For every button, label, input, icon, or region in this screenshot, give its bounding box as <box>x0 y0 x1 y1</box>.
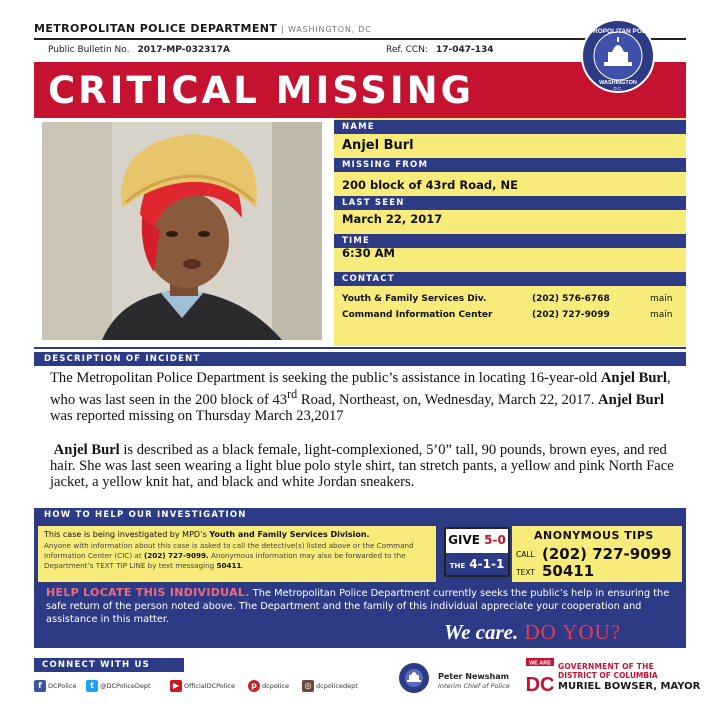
police-badge-icon <box>396 662 432 694</box>
social-instagram[interactable]: ◎ dcpolicedept <box>302 679 358 693</box>
social-facebook[interactable]: f DCPolice <box>34 679 76 693</box>
svg-text:D.C.: D.C. <box>613 86 623 91</box>
time-label: TIME <box>334 234 686 248</box>
svg-text:WASHINGTON: WASHINGTON <box>599 80 637 86</box>
bulletin-number: Public Bulletin No. 2017-MP-032317A <box>48 45 230 55</box>
we-care-slogan: We care. DO YOU? <box>444 620 622 644</box>
chief-title: Interim Chief of Police <box>438 682 510 690</box>
chief-signature <box>396 660 516 696</box>
police-seal-icon <box>566 18 670 94</box>
last-seen-label: LAST SEEN <box>334 196 686 210</box>
give-5-0-logo: GIVE 5-0 THE 4-1-1 <box>444 527 510 577</box>
contact-phone[interactable]: (202) 727-9099 <box>532 310 610 320</box>
chief-name: Peter Newsham <box>438 672 509 681</box>
svg-text:METROPOLITAN POLICE: METROPOLITAN POLICE <box>579 28 657 35</box>
investigation-info: This case is being investigated by MPD’s Youth and Family Services Division. Anyone with information about this case is asked to call the detective(s) listed above or the Command Information Center (CIC) at (202) 727-9099. Anonymous information may also be forwarded to the Department’s TEXT TIP LINE by text messaging 50411. <box>38 526 436 582</box>
name-label: NAME <box>334 120 686 134</box>
contact-label: CONTACT <box>334 272 686 286</box>
description-label: DESCRIPTION OF INCIDENT <box>34 352 686 366</box>
bulletin-row <box>34 42 594 60</box>
social-pinterest[interactable]: p dcpolice <box>248 679 289 693</box>
department-title: METROPOLITAN POLICE DEPARTMENT | WASHINGTON, DC <box>34 22 372 35</box>
section-divider <box>34 347 686 349</box>
description-paragraph-1: The Metropolitan Police Department is seeking the public’s assistance in locating 16-year-old Anjel Burl, who was last seen in the 200 block of 43rd Road, Northeast, on, Wednesday, March 22, 2017. Anjel Burl was reported missing on Thursday March 23,2017 <box>50 370 671 424</box>
banner-title: CRITICAL MISSING <box>48 69 474 112</box>
missing-person-photo <box>42 122 322 340</box>
ccn-number: Ref. CCN: 17-047-134 <box>386 45 494 55</box>
svg-text:WE ARE: WE ARE <box>529 660 551 667</box>
facebook-icon: f <box>34 680 46 692</box>
help-locate-text: HELP LOCATE THIS INDIVIDUAL. The Metropolitan Police Department currently seeks the public’s help in ensuring the safe return of the person noted above. The Department and the family of this individual appreciate your cooperation and assistance in this matter. <box>46 586 670 625</box>
missing-from-value: 200 block of 43rd Road, NE <box>342 178 518 192</box>
twitter-icon: t <box>86 680 98 692</box>
description-paragraph-2: Anjel Burl is described as a black female, light-complexioned, 5’0” tall, 90 pounds, brown eyes, and red hair. She was last seen wearing a light blue polo style shirt, tan stretch pants, a yellow and pink North Face jacket, a yellow knit hat, and black and white Jordan sneakers. <box>50 442 674 490</box>
dc-government-logo: WE ARE DC GOVERNMENT OF THE DISTRICT OF COLUMBIA MURIEL BOWSER, MAYOR <box>526 658 686 698</box>
person-name: Anjel Burl <box>342 138 414 153</box>
social-youtube[interactable]: ▶ OfficialDCPolice <box>170 679 235 693</box>
instagram-icon: ◎ <box>302 680 314 692</box>
svg-text:DC: DC <box>526 674 554 696</box>
social-links <box>34 679 394 693</box>
info-panel: NAME Anjel Burl MISSING FROM 200 block of 43rd Road, NE LAST SEEN March 22, 2017 TIME 6:30 AM CONTACT Youth & Family Services Div. (202) 576-6768 main Command Information Center (202) 727-9099 main <box>334 118 686 346</box>
time-value: 6:30 AM <box>342 246 395 260</box>
missing-from-label: MISSING FROM <box>334 158 686 172</box>
anonymous-text-number[interactable]: 50411 <box>542 562 595 580</box>
youtube-icon: ▶ <box>170 680 182 692</box>
anonymous-tips: ANONYMOUS TIPS CALL (202) 727-9099 TEXT 50411 <box>512 526 682 582</box>
we-are-dc-icon <box>526 658 554 696</box>
help-label: HOW TO HELP OUR INVESTIGATION <box>34 508 686 522</box>
anonymous-call-number[interactable]: (202) 727-9099 <box>542 545 672 563</box>
social-twitter[interactable]: t @DCPoliceDept <box>86 679 151 693</box>
last-seen-value: March 22, 2017 <box>342 212 443 226</box>
contact-phone[interactable]: (202) 576-6768 <box>532 294 610 304</box>
pinterest-icon: p <box>248 680 260 692</box>
connect-label: CONNECT WITH US <box>34 658 184 672</box>
